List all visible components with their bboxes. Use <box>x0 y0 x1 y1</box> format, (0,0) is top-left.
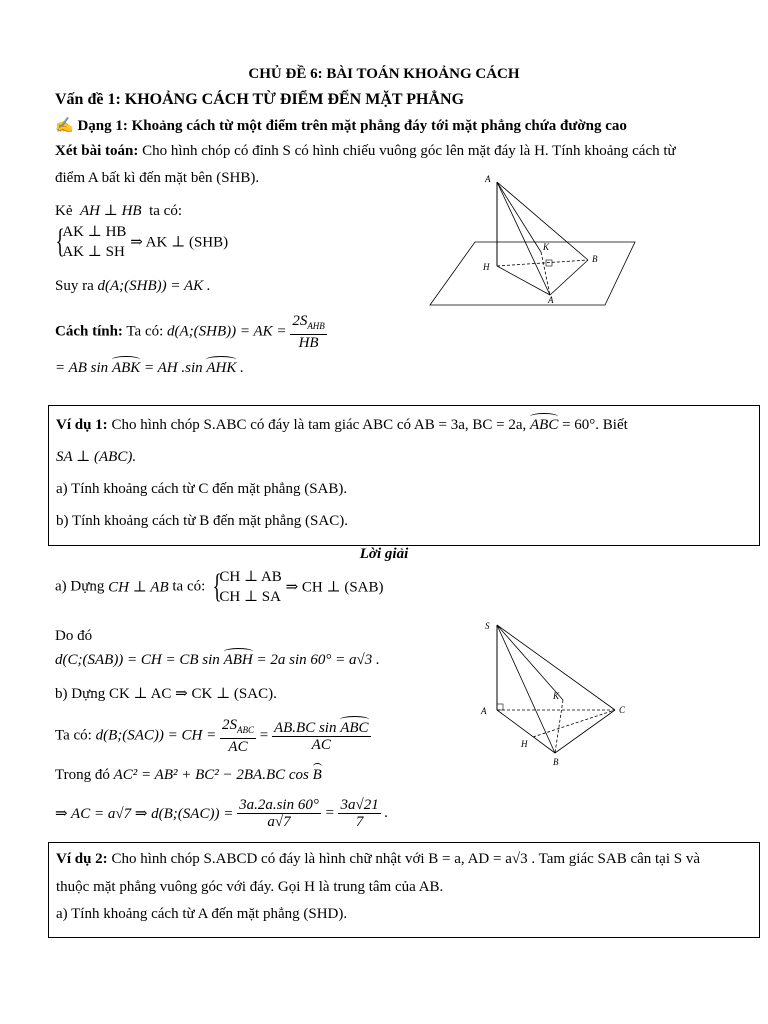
method-line-2: = AB sin ABK = AH .sin AHK . <box>55 360 244 376</box>
perpendicular-system: { AK ⊥ HB AK ⊥ SH ⇒ AK ⊥ (SHB) <box>55 223 229 260</box>
fig1-label-h: H <box>483 262 490 272</box>
distance-c-line: d(C;(SAB)) = CH = CB sin ABH = 2a sin 60° = a√3 . <box>55 652 380 668</box>
final-line: ⇒ AC = a√7 ⇒ d(B;(SAC)) = $\frac{3a.2a.\sin 60^\circ}{a√7}$ = $\frac{3a√21}{7}$ . <box>55 797 389 830</box>
example-1-line-2: SA ⊥ (ABC). <box>56 449 137 465</box>
fig1-label-a-bottom: A <box>548 295 554 305</box>
example-2-line-2: thuộc mặt phẳng vuông góc với đáy. Gọi H là trung tâm của AB. <box>56 879 444 895</box>
solution-a-line: a) Dựng CH ⊥ AB ta có: { CH ⊥ AB CH ⊥ SA ⇒ CH ⊥ (SAB) <box>55 568 384 605</box>
solution-b-line: b) Dựng CK ⊥ AC ⇒ CK ⊥ (SAC). <box>55 686 277 702</box>
fig2-label-h: H <box>521 739 528 749</box>
fig2-label-b: B <box>553 757 559 767</box>
problem-line-2: điểm A bất kì đến mặt bên (SHB). <box>55 170 260 186</box>
fig2-label-k: K <box>553 691 560 701</box>
solution-title: Lời giải <box>359 546 409 562</box>
example-1-part-a: a) Tính khoảng cách từ C đến mặt phẳng (SAB). <box>56 481 348 497</box>
example-2-part-a: a) Tính khoảng cách từ A đến mặt phẳng (SHD). <box>56 906 348 922</box>
problem-line-1: Xét bài toán: Cho hình chóp có đỉnh S có hình chiếu vuông góc lên mặt đáy là H. Tính khoảng cách từ <box>55 143 676 159</box>
method-line: Cách tính: Ta có: d(A;(SHB)) = AK = $\frac{2S_{AHB}}{HB}$ <box>55 313 325 351</box>
example-1-line-1: Ví dụ 1: Cho hình chóp S.ABC có đáy là tam giác ABC có AB = 3a, BC = 2a, ABC = 60°. Biết <box>56 417 628 433</box>
chapter-title: CHỦ ĐỀ 6: BÀI TOÁN KHOẢNG CÁCH <box>248 66 520 82</box>
figure-pyramid-plane <box>425 170 640 315</box>
example-1-part-b: b) Tính khoảng cách từ B đến mặt phẳng (SAC). <box>56 513 348 529</box>
fig1-label-k: K <box>543 242 550 252</box>
so-label: Do đó <box>55 628 93 644</box>
fig1-label-a-top: A <box>485 174 491 184</box>
construction-line: Kẻ AH ⊥ HB ta có: <box>55 203 183 219</box>
fig2-label-c: C <box>619 705 626 715</box>
fig1-label-b: B <box>592 254 598 264</box>
inference-line: Suy ra d(A;(SHB)) = AK . <box>55 278 211 294</box>
where-line: Trong đó AC² = AB² + BC² − 2BA.BC cos B <box>55 767 322 783</box>
example-2-line-1: Ví dụ 2: Cho hình chóp S.ABCD có đáy là hình chữ nhật với B = a, AD = a√3 . Tam giác SAB cân tại S và <box>56 851 701 867</box>
fig2-label-s: S <box>485 621 490 631</box>
type-heading: ✍ Dạng 1: Khoảng cách từ một điểm trên mặt phẳng đáy tới mặt phẳng chứa đường cao <box>55 118 627 134</box>
distance-b-line: Ta có: d(B;(SAC)) = CH = $\frac{2S_{ABC}}{AC}$ = $\frac{\text{AB.BC sin ABC}}{AC}$ <box>55 717 369 755</box>
pencil-icon: ✍ <box>55 118 78 134</box>
figure-pyramid-sabc <box>475 615 645 775</box>
fig2-label-a: A <box>481 706 487 716</box>
issue-heading: Vấn đề 1: KHOẢNG CÁCH TỪ ĐIỂM ĐẾN MẶT PHẲNG <box>55 91 465 108</box>
